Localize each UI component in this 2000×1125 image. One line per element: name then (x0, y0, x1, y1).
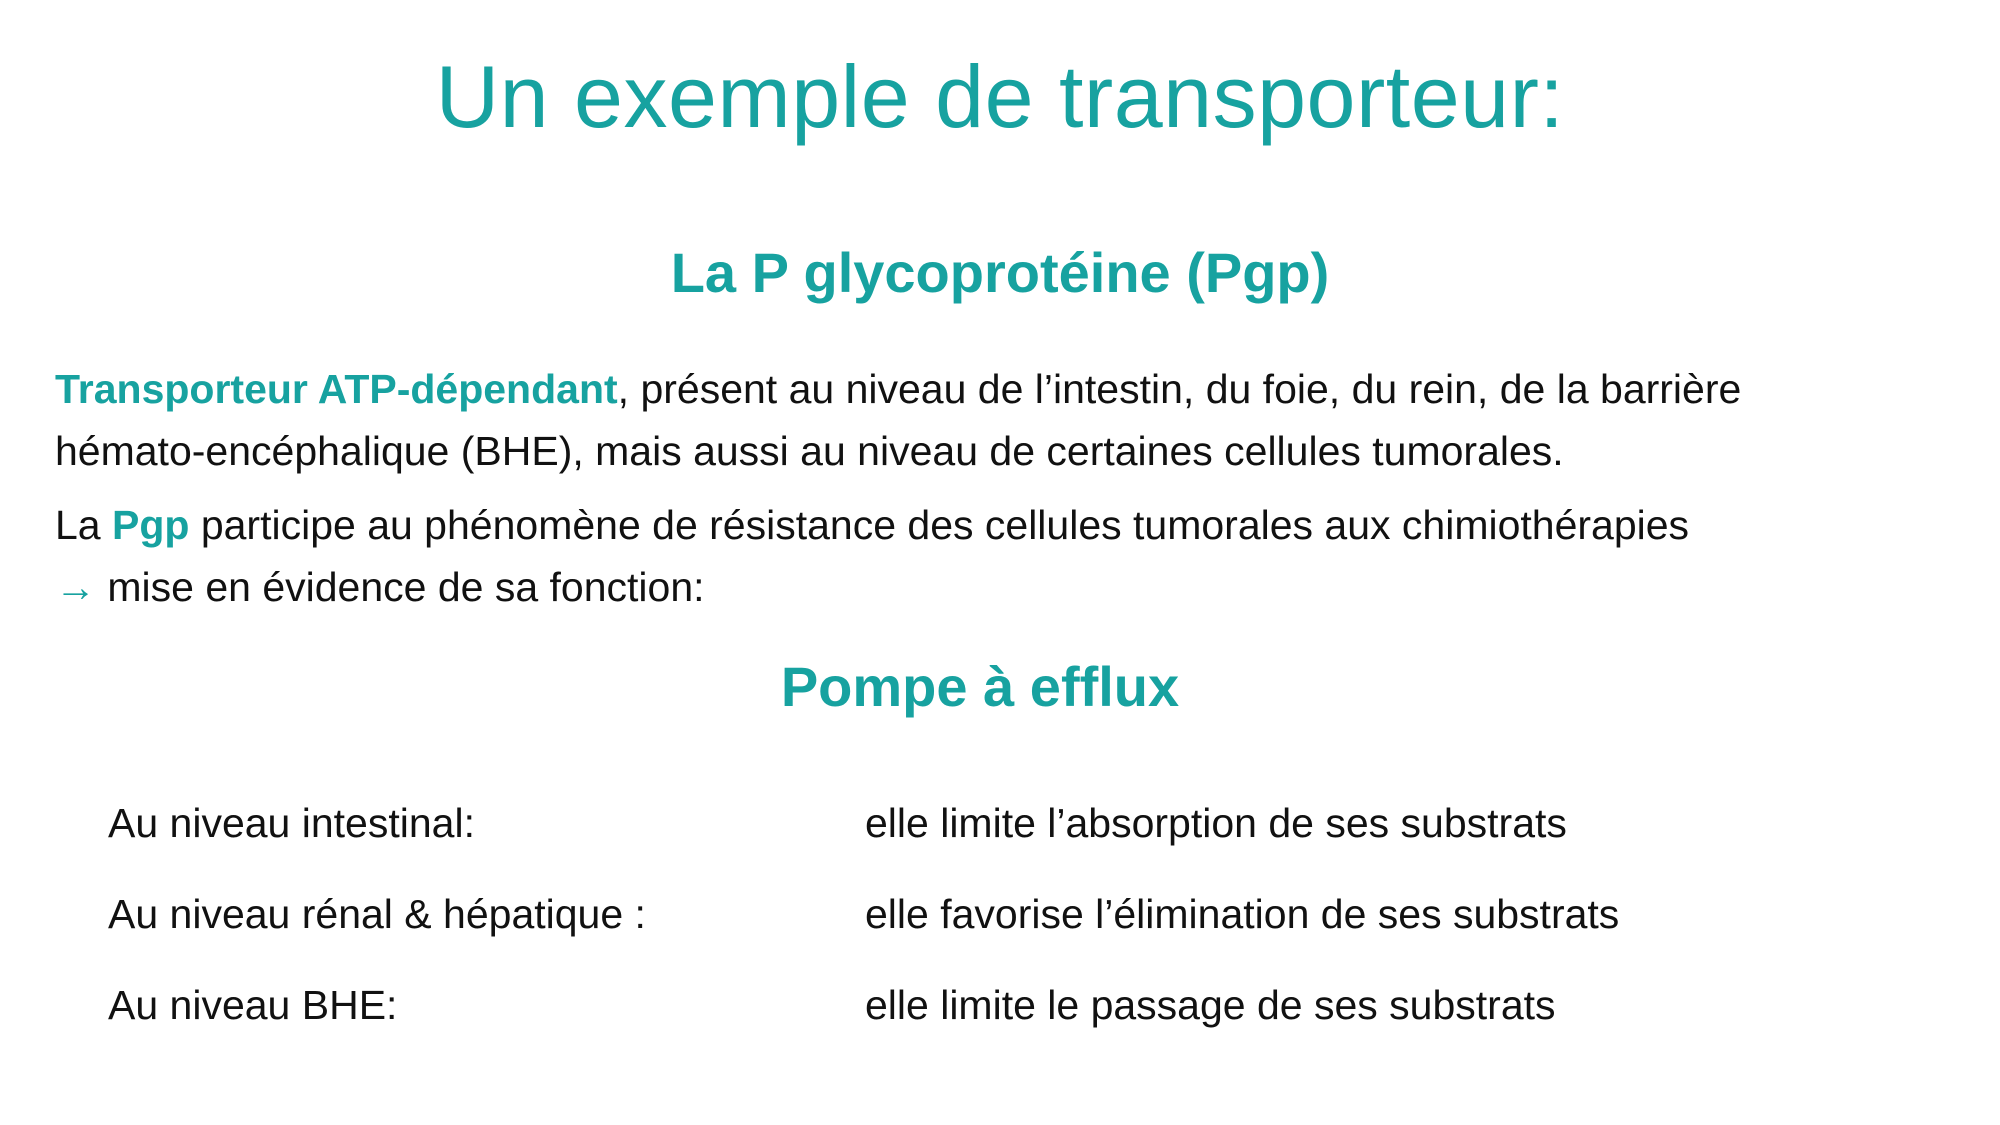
paragraph2-line1-text: participe au phénomène de résistance des cellules tumorales aux chimiothérapies (189, 502, 1690, 548)
paragraph2-prefix: La (55, 502, 112, 548)
table-row (108, 974, 1908, 1036)
row-label: Au niveau BHE: (108, 982, 398, 1028)
row-label: Au niveau rénal & hépatique : (108, 891, 646, 937)
highlight-pgp: Pgp (112, 502, 190, 548)
row-value: elle favorise l’élimination de ses substrats (865, 891, 1620, 937)
row-value: elle limite l’absorption de ses substrats (865, 800, 1567, 846)
highlight-atp-dependent: Transporteur ATP-dépendant (55, 366, 618, 412)
slide-title: Un exemple de transporteur: (435, 47, 1565, 146)
paragraph2-line2-text: mise en évidence de sa fonction: (96, 564, 705, 610)
row-label: Au niveau intestinal: (108, 800, 475, 846)
slide-subtitle: La P glycoprotéine (Pgp) (670, 241, 1330, 304)
table-row (108, 792, 1908, 854)
paragraph-pgp-resistance (55, 494, 1955, 618)
paragraph-transporter-description (55, 358, 1955, 482)
paragraph1-line2-text: hémato-encéphalique (BHE), mais aussi au niveau de certaines cellules tumorales. (55, 428, 1564, 474)
paragraph1-line1-text: , présent au niveau de l’intestin, du foie, du rein, de la barrière (617, 366, 1742, 412)
section-heading-efflux-pump: Pompe à efflux (780, 655, 1180, 718)
table-row (108, 883, 1908, 945)
row-value: elle limite le passage de ses substrats (865, 982, 1556, 1028)
right-arrow-icon: → (55, 564, 96, 610)
